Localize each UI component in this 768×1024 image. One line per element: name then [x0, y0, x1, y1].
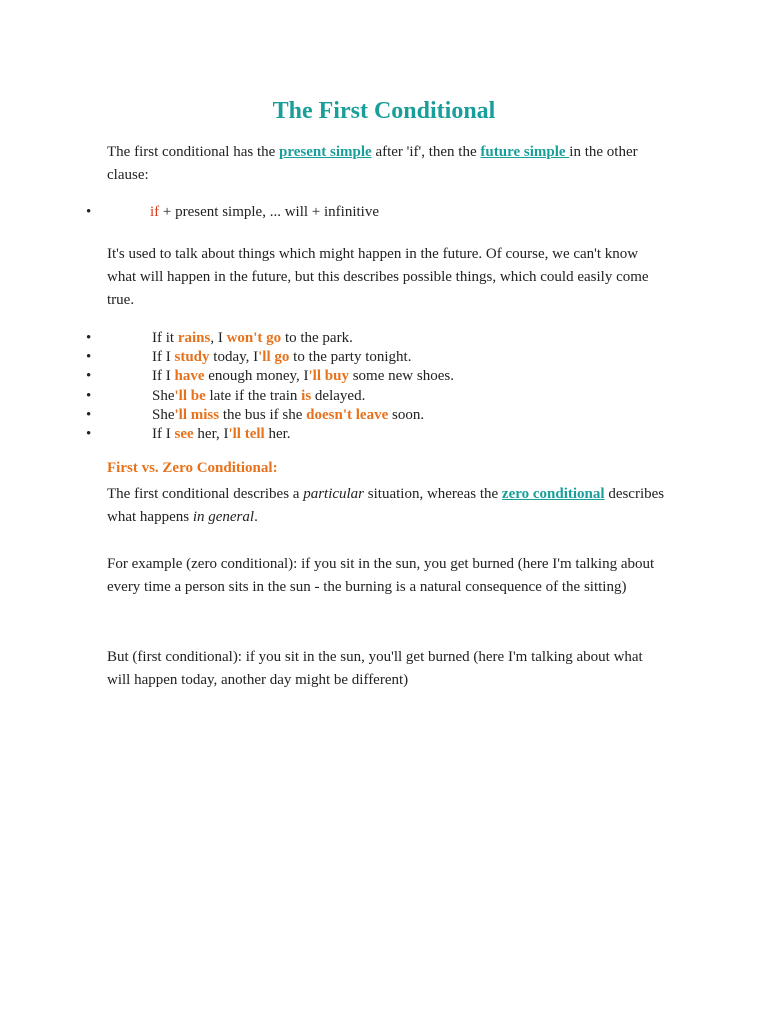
compare-text-1: The first conditional describes a: [107, 486, 304, 502]
intro-paragraph: [107, 141, 667, 187]
highlighted-verb: doesn't leave: [306, 406, 389, 423]
page-title: The First Conditional: [272, 98, 496, 124]
bullet-icon: •: [86, 406, 92, 423]
list-item: [0, 348, 768, 367]
highlighted-verb: is: [301, 387, 312, 404]
highlighted-verb: 'll miss: [174, 406, 220, 423]
sentence-text: , I: [210, 330, 227, 346]
sentence-text: If I: [152, 425, 175, 442]
compare-text-4: .: [254, 509, 258, 525]
bullet-icon: •: [86, 368, 92, 385]
zero-example-paragraph: For example (zero conditional): if you sit in the sun, you get burned (here I'm talking about every time a person sits in the sun - the burning is a natural consequence of the sitting): [107, 556, 655, 595]
sentence-text: to the party tonight.: [289, 349, 412, 366]
highlighted-verb: 'll tell: [228, 425, 265, 442]
sentence-text: delayed.: [311, 387, 366, 404]
sentence-text: her.: [264, 425, 291, 442]
particular-emphasis: particular: [303, 486, 365, 502]
example-sentence: [152, 387, 365, 406]
bullet-icon: •: [86, 204, 92, 220]
list-item: [0, 425, 768, 444]
sentence-text: enough money, I: [204, 368, 309, 385]
highlighted-verb: won't go: [226, 330, 282, 346]
present-simple-link[interactable]: present simple: [279, 144, 372, 160]
sentence-text: She: [152, 406, 175, 423]
bullet-icon: •: [86, 387, 92, 404]
list-item: [0, 367, 768, 386]
intro-text-2: after 'if', then the: [371, 144, 481, 160]
bullet-icon: •: [86, 425, 92, 442]
example-sentence: [152, 367, 454, 386]
formula-rest: + present simple, ... will + infinitive: [159, 204, 379, 220]
example-sentence: [152, 348, 411, 367]
first-example-paragraph: But (first conditional): if you sit in the sun, you'll get burned (here I'm talking about what will happen today, another day might be different): [107, 649, 643, 688]
sentence-text: If it: [152, 330, 178, 346]
highlighted-verb: rains: [177, 330, 211, 346]
in-general-emphasis: in general: [192, 509, 255, 525]
list-item: [0, 387, 768, 406]
list-item: [0, 406, 768, 425]
usage-paragraph: It's used to talk about things which might happen in the future. Of course, we can't know what will happen in the future, but this describes possible things, which could easily come true.: [107, 246, 649, 308]
compare-text-2: situation, whereas the: [364, 486, 502, 502]
highlighted-verb: study: [174, 349, 210, 366]
section-subheading: First vs. Zero Conditional:: [107, 460, 278, 476]
formula-list: [0, 203, 768, 222]
examples-list: [0, 329, 768, 444]
sentence-text: If I: [152, 349, 175, 366]
sentence-text: to the park.: [281, 330, 353, 346]
sentence-text: today, I: [209, 349, 259, 366]
if-keyword: if: [150, 204, 160, 220]
zero-conditional-link[interactable]: zero conditional: [501, 486, 605, 502]
highlighted-verb: see: [174, 425, 194, 442]
compare-text-3: describes what happens: [107, 486, 665, 525]
future-simple-link[interactable]: future simple: [480, 144, 570, 160]
list-item: [0, 329, 768, 348]
highlighted-verb: 'll buy: [308, 368, 349, 385]
sentence-text: the bus if she: [219, 406, 307, 423]
sentence-text: some new shoes.: [348, 368, 454, 385]
sentence-text: her, I: [193, 425, 229, 442]
sentence-text: She: [152, 387, 175, 404]
highlighted-verb: have: [174, 368, 205, 385]
highlighted-verb: 'll go: [258, 349, 290, 366]
comparison-paragraph: [107, 483, 667, 529]
bullet-icon: •: [86, 349, 92, 366]
example-sentence: [152, 329, 353, 348]
intro-text-1: The first conditional has the: [107, 144, 280, 160]
highlighted-verb: 'll be: [174, 387, 206, 404]
sentence-text: late if the train: [205, 387, 302, 404]
list-item: [0, 203, 768, 222]
sentence-text: soon.: [388, 406, 425, 423]
formula-text: [150, 203, 379, 222]
intro-text-3: in the other clause:: [107, 144, 638, 183]
sentence-text: If I: [152, 368, 175, 385]
bullet-icon: •: [86, 330, 92, 346]
example-sentence: [152, 406, 424, 425]
example-sentence: [152, 425, 291, 444]
